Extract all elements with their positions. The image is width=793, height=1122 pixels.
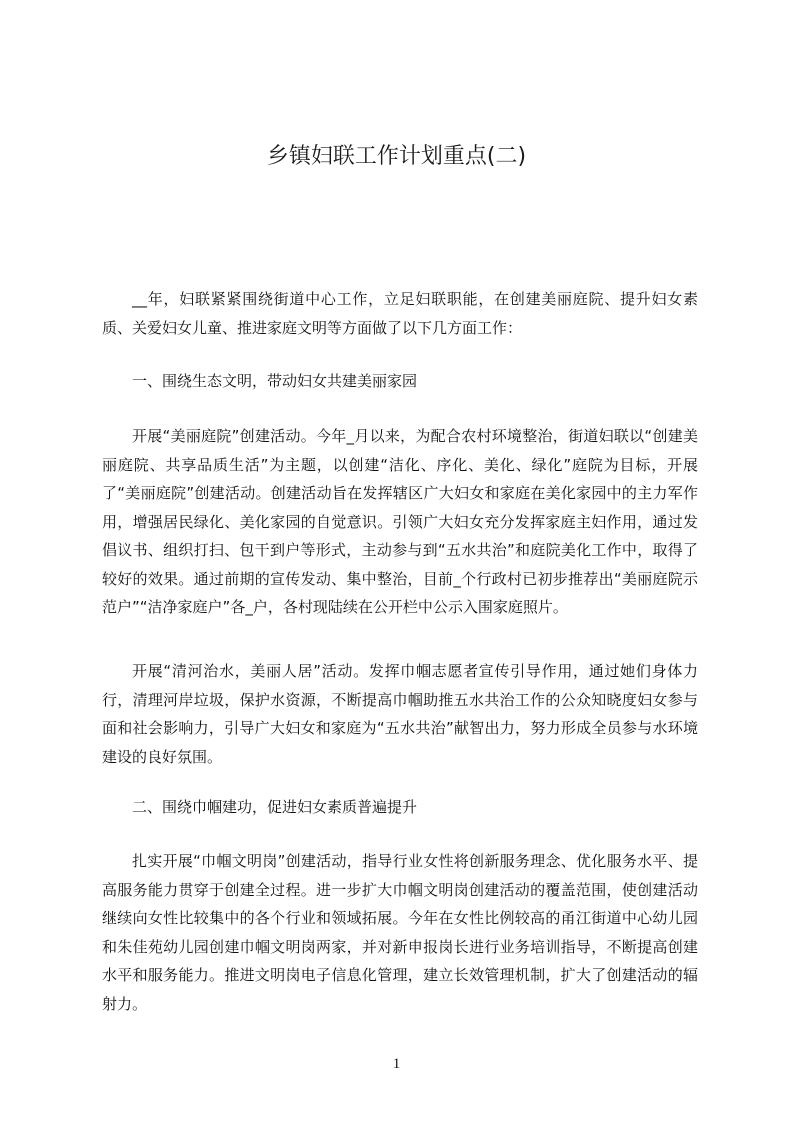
section-heading-women-achievement: 二、围绕巾帼建功，促进妇女素质普遍提升: [132, 798, 418, 816]
paragraph-beautiful-courtyard: 开展“美丽庭院”创建活动。今年_月以来，为配合农村环境整治，街道妇联以“创建美丽庭院、共享品质生活”为主题，以创建“洁化、序化、美化、绿化”庭院为目标，开展了“美丽庭院”创建活动。创建活动旨在发挥辖区广大妇女和家庭在美化家园中的主力军作用，增强居民绿化、美化家园的自觉意识。引领广大妇女充分发挥家庭主妇作用，通过发倡议书、组织打扫、包干到户等形式，主动参与到“五水共治”和庭院美化工作中，取得了较好的效果。通过前期的宣传发动、集中整治，目前_个行政村已初步推荐出“美丽庭院示范户”“洁净家庭户”各_户，各村现陆续在公开栏中公示入围家庭照片。: [102, 427, 698, 616]
document-title: 乡镇妇联工作计划重点(二): [266, 144, 527, 169]
paragraph-civilized-post: 扎实开展“巾帼文明岗”创建活动，指导行业女性将创新服务理念、优化服务水平、提高服务能力贯穿于创建全过程。进一步扩大巾帼文明岗创建活动的覆盖范围，使创建活动继续向女性比较集中的各个行业和领域拓展。今年在女性比例较高的甬江街道中心幼儿园和朱佳苑幼儿园创建巾帼文明岗两家，并对新申报岗长进行业务培训指导，不断提高创建水平和服务能力。推进文明岗电子信息化管理，建立长效管理机制，扩大了创建活动的辐射力。: [102, 852, 698, 1013]
intro-paragraph: __年，妇联紧紧围绕街道中心工作，立足妇联职能，在创建美丽庭院、提升妇女素质、关爱妇女儿童、推进家庭文明等方面做了以下几方面工作：: [102, 290, 698, 337]
paragraph-clean-river: 开展“清河治水，美丽人居”活动。发挥巾帼志愿者宣传引导作用，通过她们身体力行，清理河岸垃圾，保护水资源，不断提高巾帼助推五水共治工作的公众知晓度妇女参与面和社会影响力，引导广大妇女和家庭为“五水共治”献智出力，努力形成全员参与水环境建设的良好氛围。: [102, 662, 698, 766]
section-heading-ecology: 一、围绕生态文明，带动妇女共建美丽家园: [132, 372, 418, 390]
page-number: 1: [392, 1056, 401, 1072]
